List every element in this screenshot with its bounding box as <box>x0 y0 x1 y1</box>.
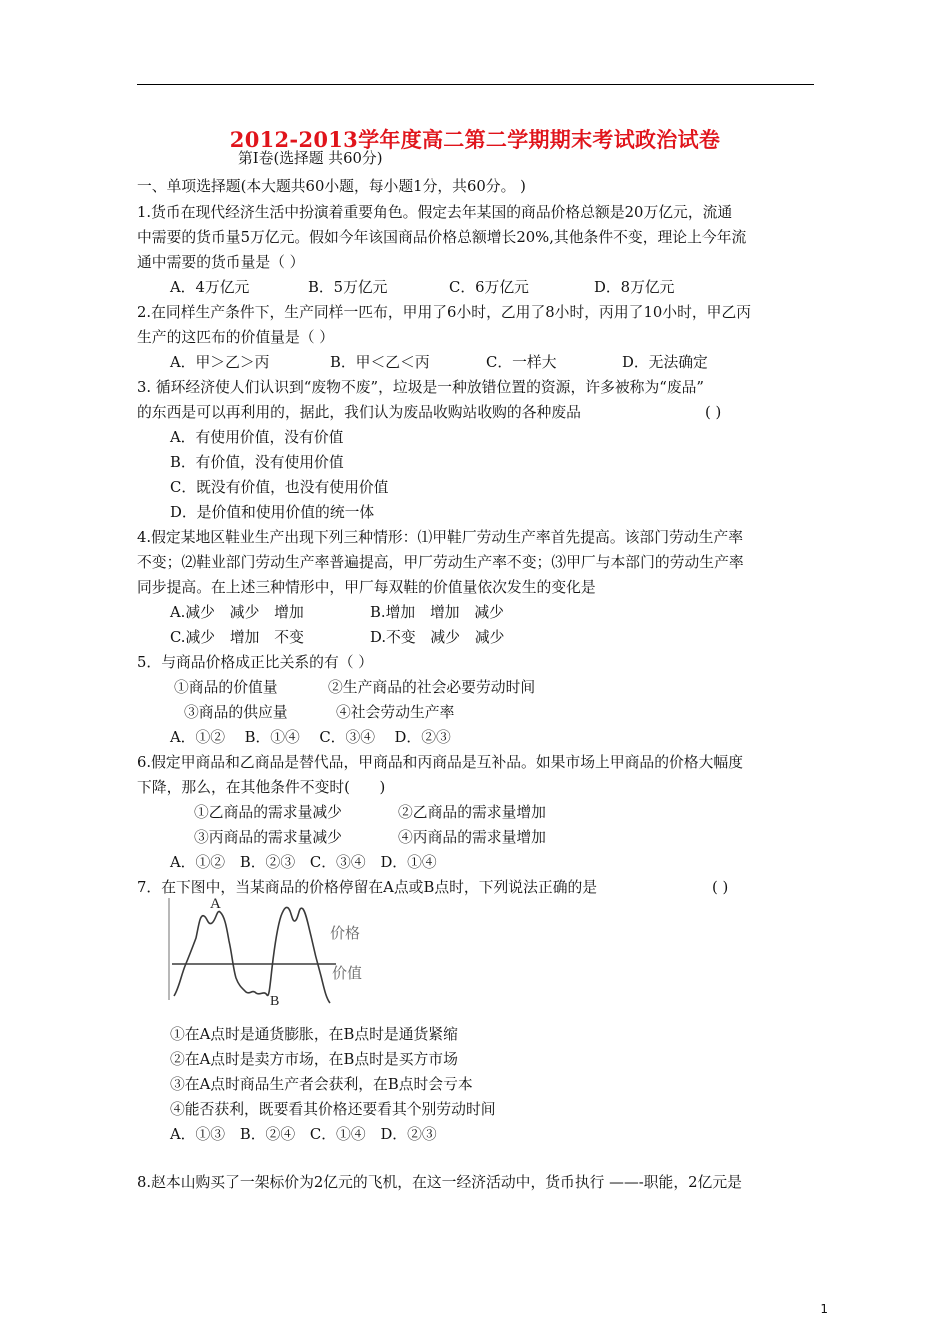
q5-item: ②生产商品的社会必要劳动时间 <box>328 679 536 696</box>
q7-answer-bracket: ( ) <box>712 879 729 896</box>
q3-line: 的东西是可以再利用的，据此，我们认为废品收购站收购的各种废品 <box>137 404 581 421</box>
q4-option-a: A.减少 减少 增加 <box>170 604 304 621</box>
q5-item: ④社会劳动生产率 <box>336 704 455 721</box>
q7-item: ④能否获利，既要看其价格还要看其个别劳动时间 <box>170 1101 496 1118</box>
q2-line: 生产的这匹布的价值量是（ ） <box>137 329 335 346</box>
q1-line: 1.货币在现代经济生活中扮演着重要角色。假定去年某国的商品价格总额是20万亿元，流通 <box>137 204 733 221</box>
q1-line: 通中需要的货币量是（ ） <box>137 254 305 271</box>
q8-line: 8.赵本山购买了一架标价为2亿元的飞机，在这一经济活动中，货币执行 ——-职能，2亿元是 <box>137 1174 742 1191</box>
q7-item: ③在A点时商品生产者会获利，在B点时会亏本 <box>170 1076 473 1093</box>
q6-line: 下降，那么，在其他条件不变时( ) <box>137 779 386 796</box>
q5-options: A．①② B．①④ C．③④ D．②③ <box>170 729 451 746</box>
q6-line: 6.假定甲商品和乙商品是替代品，甲商品和丙商品是互补品。如果市场上甲商品的价格大幅度 <box>137 754 743 771</box>
q7-item: ②在A点时是卖方市场，在B点时是买方市场 <box>170 1051 458 1068</box>
q6-item: ④丙商品的需求量增加 <box>398 829 546 846</box>
q6-item: ①乙商品的需求量减少 <box>194 804 342 821</box>
q1-option-d: D．8万亿元 <box>594 279 675 296</box>
q2-option-c: C．一样大 <box>486 354 557 371</box>
q5-item: ③商品的供应量 <box>184 704 288 721</box>
q5-line: 5．与商品价格成正比关系的有（ ） <box>137 654 374 671</box>
q4-line: 4.假定某地区鞋业生产出现下列三种情形：⑴甲鞋厂劳动生产率首先提高。该部门劳动生产率 <box>137 529 743 546</box>
header-rule <box>137 84 814 85</box>
value-label: 价值 <box>332 964 363 982</box>
q7-line: 7．在下图中，当某商品的价格停留在A点或B点时，下列说法正确的是 <box>137 879 598 896</box>
q1-line: 中需要的货币量5万亿元。假如今年该国商品价格总额增长20%,其他条件不变，理论上今年流 <box>137 229 747 246</box>
q4-option-b: B.增加 增加 减少 <box>370 604 504 621</box>
point-b-label: B <box>270 994 280 1008</box>
q4-option-c: C.减少 增加 不变 <box>170 629 304 646</box>
q2-option-b: B．甲＜乙＜丙 <box>330 354 430 371</box>
exam-subtitle: 第Ⅰ卷(选择题 共60分) <box>238 150 383 167</box>
exam-title: 2012-2013学年度高二第二学期期末考试政治试卷 <box>229 127 721 152</box>
q3-answer-bracket: ( ) <box>705 404 722 421</box>
q1-option-a: A．4万亿元 <box>170 279 250 296</box>
q3-option-d: D．是价值和使用价值的统一体 <box>170 504 375 521</box>
section-heading: 一、单项选择题(本大题共60小题，每小题1分，共60分。 ) <box>137 178 526 195</box>
price-curve <box>174 907 330 1003</box>
q6-item: ③丙商品的需求量减少 <box>194 829 342 846</box>
price-value-figure <box>166 896 366 1008</box>
q2-line: 2.在同样生产条件下，生产同样一匹布，甲用了6小时，乙用了8小时，丙用了10小时，甲乙丙 <box>137 304 752 321</box>
q7-options: A．①③ B．②④ C．①④ D．②③ <box>170 1126 437 1143</box>
q3-option-c: C．既没有价值，也没有使用价值 <box>170 479 389 496</box>
q1-option-c: C．6万亿元 <box>449 279 529 296</box>
q4-option-d: D.不变 减少 减少 <box>370 629 505 646</box>
q5-item: ①商品的价值量 <box>174 679 278 696</box>
q3-line: 3. 循环经济使人们认识到“废物不废”，垃圾是一种放错位置的资源，许多被称为“废品” <box>137 379 704 396</box>
q2-option-d: D．无法确定 <box>622 354 708 371</box>
q2-option-a: A．甲＞乙＞丙 <box>170 354 270 371</box>
price-label: 价格 <box>330 924 361 942</box>
q3-option-b: B．有价值，没有使用价值 <box>170 454 344 471</box>
q7-item: ①在A点时是通货膨胀，在B点时是通货紧缩 <box>170 1026 458 1043</box>
page-number: 1 <box>820 1302 828 1316</box>
point-a-label: A <box>210 896 221 912</box>
q6-item: ②乙商品的需求量增加 <box>398 804 546 821</box>
q3-option-a: A．有使用价值，没有价值 <box>170 429 344 446</box>
q1-option-b: B．5万亿元 <box>308 279 388 296</box>
q6-options: A．①② B．②③ C．③④ D．①④ <box>170 854 437 871</box>
q4-line: 不变；⑵鞋业部门劳动生产率普遍提高，甲厂劳动生产率不变；⑶甲厂与本部门的劳动生产率 <box>137 554 744 571</box>
q4-line: 同步提高。在上述三种情形中，甲厂每双鞋的价值量依次发生的变化是 <box>137 579 596 596</box>
